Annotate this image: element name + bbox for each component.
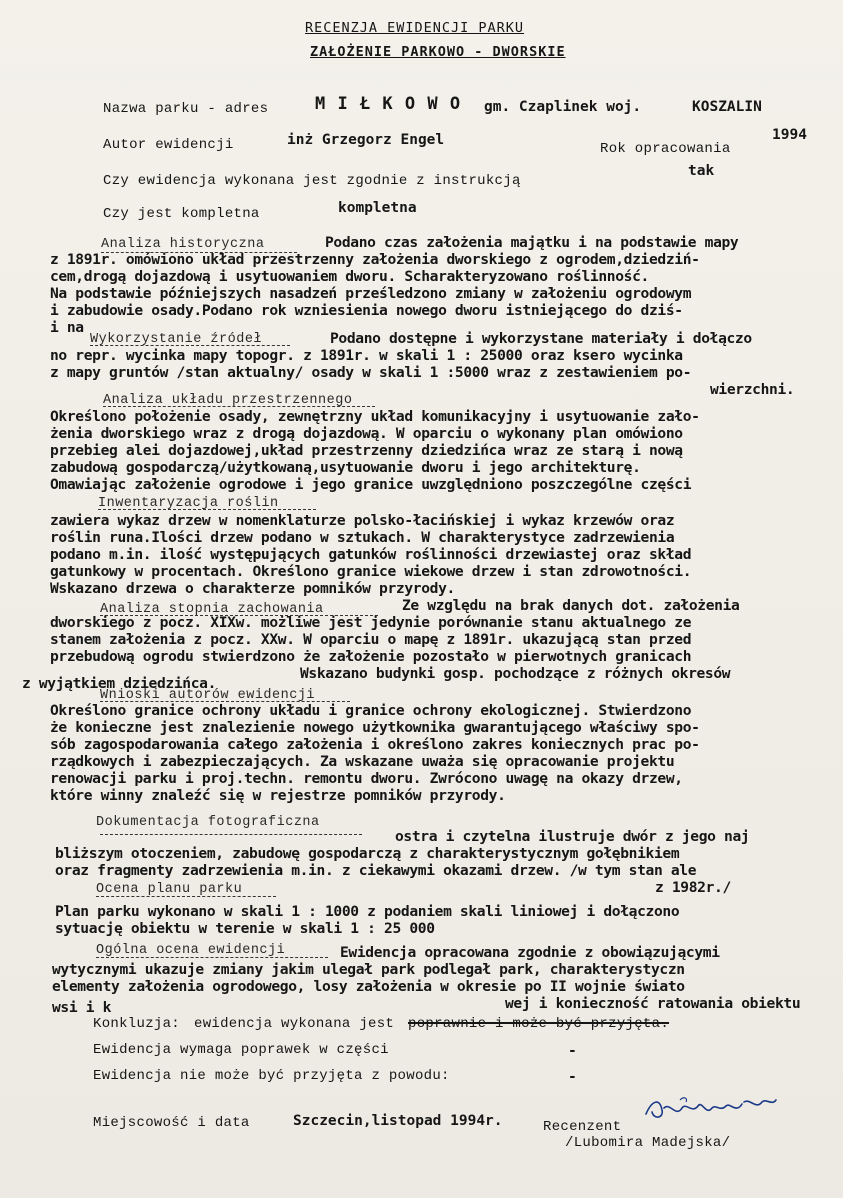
section-heading-overall: Ogólna ocena ewidencji — [96, 943, 286, 958]
body-line: z 1982r./ — [655, 879, 731, 896]
body-line: wsi i k — [52, 999, 112, 1016]
section-heading-inventory: Inwentaryzacja roślin — [98, 496, 279, 511]
needs-fix-label: Ewidencja wymaga poprawek w części — [93, 1042, 389, 1058]
body-line: dworskiego z pocz. XIXw. możliwe jest jedynie porównanie stanu aktualnego ze — [50, 614, 692, 631]
body-line: przebudową ogrodu stwierdzono że założenie pozostało w pierwotnych granicach — [50, 648, 692, 665]
body-line: stanem założenia z pocz. XXw. W oparciu o mapę z 1891r. ukazującą stan przed — [50, 631, 692, 648]
name-label: Nazwa parku - adres — [103, 101, 269, 117]
rejected-label: Ewidencja nie może być przyjęta z powodu: — [93, 1068, 450, 1084]
body-line: sób zagospodarowania całego założenia i określono zakres koniecznych prac po- — [50, 736, 700, 753]
body-line: wej i konieczność ratowania obiektu — [505, 995, 801, 1012]
reviewer-label: Recenzent — [543, 1119, 622, 1135]
needs-fix-value: - — [568, 1043, 577, 1059]
body-line: ostra i czytelna ilustruje dwór z jego naj — [395, 828, 750, 845]
section-heading-preservation: Analiza stopnia zachowania — [100, 602, 324, 617]
reviewer-signature — [640, 1092, 780, 1128]
body-line: Ewidencja opracowana zgodnie z obowiązującymi — [340, 944, 720, 961]
section-heading-spatial: Analiza układu przestrzennego — [103, 393, 353, 408]
body-line: bliższym otoczeniem, zabudowę gospodarczą z charakterystycznym gołębnikiem — [55, 845, 680, 862]
body-line: Wskazano drzewa o charakterze pomników przyrody. — [50, 580, 455, 597]
body-line: podano m.in. ilość występujących gatunków roślinności drzewiastej oraz skład — [50, 546, 692, 563]
year-label: Rok opracowania — [600, 141, 731, 157]
body-line: żenia dworskiego wraz z drogą dojazdową. W oparciu o wykonany plan omówiono — [50, 425, 683, 442]
wojewodztwo-value: KOSZALIN — [692, 99, 762, 115]
document-subtitle: ZAŁOŻENIE PARKOWO - DWORSKIE — [310, 44, 566, 60]
heading-underline — [100, 834, 362, 835]
complete-label: Czy jest kompletna — [103, 206, 260, 222]
section-heading-historical: Analiza historyczna — [101, 237, 265, 252]
heading-underline — [96, 896, 276, 897]
gmina-text: gm. Czaplinek woj. — [484, 99, 642, 115]
body-line: i na — [50, 319, 84, 336]
heading-underline — [98, 509, 316, 510]
complete-value: kompletna — [338, 200, 417, 216]
body-line: Omawiając założenie ogrodowe i jego granice uwzględniono poszczególne części — [50, 476, 692, 493]
body-line: cem,drogą dojazdową i usytuowaniem dworu. Scharakteryzowano roślinność. — [50, 268, 649, 285]
section-heading-photos: Dokumentacja fotograficzna — [96, 815, 320, 830]
body-line: że konieczne jest znalezienie nowego użytkownika gwarantującego właściwy spo- — [50, 719, 700, 736]
body-line: zawiera wykaz drzew w nomenklaturze polsko-łacińskiej i wykaz krzewów oraz — [50, 512, 675, 529]
compliance-label: Czy ewidencja wykonana jest zgodnie z instrukcją — [103, 173, 521, 189]
body-line: Podano dostępne i wykorzystane materiały i dołączo — [330, 330, 752, 347]
body-line: z wyjątkiem dziedzińca. — [22, 675, 217, 692]
body-line: sytuację obiektu w terenie w skali 1 : 25 000 — [55, 920, 435, 937]
body-line: Na podstawie późniejszych nasadzeń prześledzono zmiany w założeniu ogrodowym — [50, 285, 692, 302]
body-line: które winny znaleźć się w rejestrze pomników przyrody. — [50, 787, 506, 804]
body-line: elementy założenia ogrodowego, losy założenia w okresie po II wojnie świato — [52, 978, 685, 995]
heading-underline — [96, 957, 328, 958]
body-line: Podano czas założenia majątku i na podstawie mapy — [325, 234, 739, 251]
document-title: RECENZJA EWIDENCJI PARKU — [305, 20, 525, 36]
heading-underline — [103, 406, 375, 407]
body-line: i zabudowie osady.Podano rok wzniesienia nowego dworu istniejącego do dziś- — [50, 302, 683, 319]
body-line: z mapy gruntów /stan aktualny/ osady w skali 1 :5000 wraz z zestawieniem po- — [50, 364, 692, 381]
body-line: no repr. wycinka mapy topogr. z 1891r. w skali 1 : 25000 oraz ksero wycinka — [50, 347, 683, 364]
body-line: rządkowych i zabezpieczających. Za wskazane uważa się opracowanie projektu — [50, 753, 675, 770]
author-label: Autor ewidencji — [103, 137, 234, 153]
body-line: Wskazano budynki gosp. pochodzące z różnych okresów — [300, 665, 731, 682]
place-label: Miejscowość i data — [93, 1115, 250, 1131]
heading-underline — [90, 345, 290, 346]
body-line: Ze względu na brak danych dot. założenia — [402, 597, 740, 614]
rejected-value: - — [568, 1069, 577, 1085]
body-line: zabudową gospodarczą/użytkowaną,usytuowanie dworu i jego architekturę. — [50, 459, 641, 476]
conclusion-value: ewidencja wykonana jest — [194, 1016, 395, 1032]
compliance-value: tak — [688, 163, 715, 179]
body-line: gatunkowy w procentach. Określono granice wiekowe drzew i stan zdrowotności. — [50, 563, 692, 580]
body-line: renowacji parku i proj.techn. remontu dworu. Zwrócono uwagę na okazy drzew, — [50, 770, 683, 787]
section-heading-conclusions: Wnioski autorów ewidencji — [100, 688, 316, 703]
body-line: przebieg alei dojazdowej,układ przestrzenny dziedzińca wraz ze starą i nową — [50, 442, 683, 459]
conclusion-label: Konkluzja: — [93, 1016, 181, 1032]
park-name: M I Ł K O W O — [315, 94, 462, 114]
section-heading-sources: Wykorzystanie źródeł — [90, 332, 263, 347]
body-line: Plan parku wykonano w skali 1 : 1000 z podaniem skali liniowej i dołączono — [55, 903, 680, 920]
body-line: wierzchni. — [710, 381, 795, 398]
body-line: wytycznymi ukazuje zmiany jakim ulegał park podlegał park, charakterystyczn — [52, 961, 685, 978]
body-line: Określono położenie osady, zewnętrzny układ komunikacyjny i usytuowanie zało- — [50, 408, 700, 425]
author-value: inż Grzegorz Engel — [287, 132, 445, 148]
body-line: oraz fragmenty zadrzewienia m.in. z ciekawymi okazami drzew. /w tym stan ale — [55, 862, 697, 879]
year-value: 1994 — [772, 127, 807, 143]
conclusion-struck-text: poprawnie i może być przyjęta. — [408, 1016, 670, 1032]
section-heading-plan: Ocena planu parku — [96, 882, 243, 897]
body-line: z 1891r. omówiono układ przestrzenny założenia dworskiego z ogrodem,dziedziń- — [50, 251, 700, 268]
reviewer-name: /Lubomira Madejska/ — [565, 1135, 731, 1151]
place-value: Szczecin,listopad 1994r. — [293, 1113, 503, 1129]
body-line: Określono granice ochrony układu i granice ochrony ekologicznej. Stwierdzono — [50, 702, 692, 719]
body-line: roślin runa.Ilości drzew podano w sztukach. W charakterystyce zadrzewienia — [50, 529, 675, 546]
